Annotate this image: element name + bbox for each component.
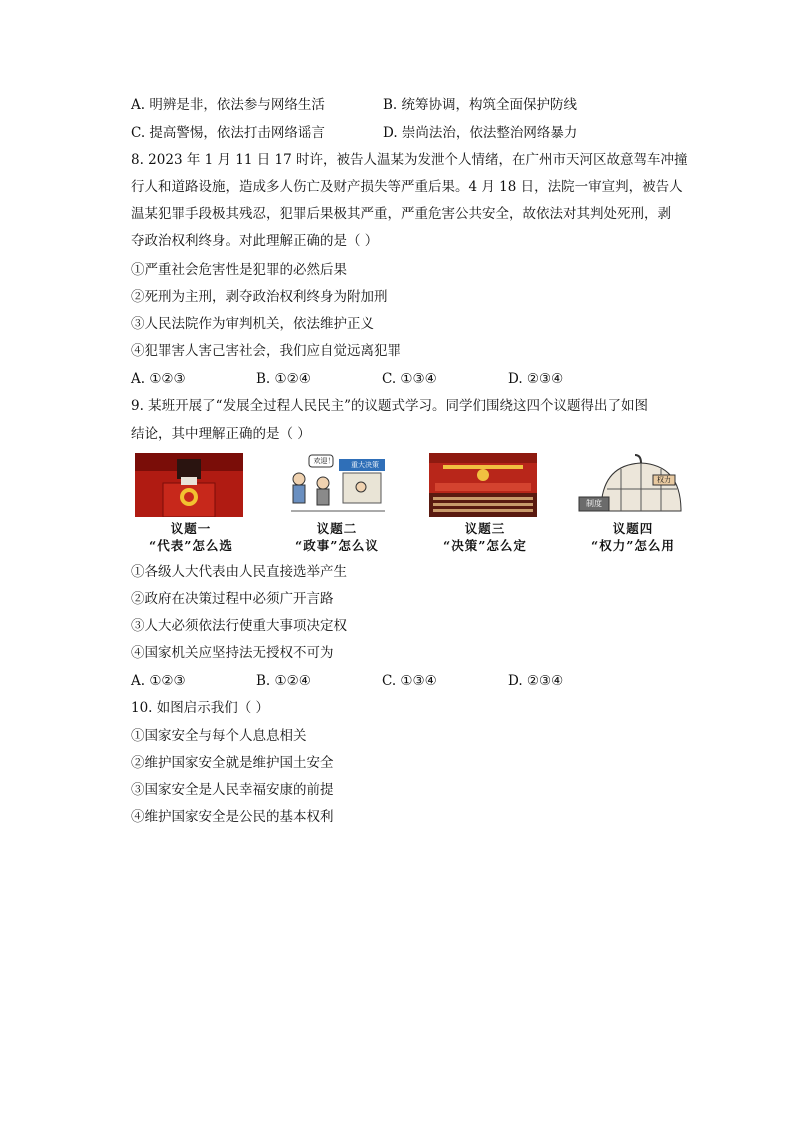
q9-stem-line-1: 9. 某班开展了“发展全过程人民民主”的议题式学习。同学们围绕这四个议题得出了如图	[131, 398, 648, 414]
q9-figure-2	[281, 453, 393, 553]
q7-option-a: A. 明辨是非，依法参与网络生活	[131, 97, 325, 113]
q8-stem-line-4: 夺政治权利终身。对此理解正确的是（ ）	[131, 233, 379, 249]
q9-figure-1-title: 议题一	[170, 521, 212, 536]
q8-statement-3: ③人民法院作为审判机关，依法维护正义	[131, 316, 374, 332]
q8-stem-line-2: 行人和道路设施，造成多人伤亡及财产损失等严重后果。4 月 18 日，法院一审宣判，被告人	[131, 179, 683, 195]
ballot-box-photo	[135, 453, 243, 517]
q9-statement-1: ①各级人大代表由人民直接选举产生	[131, 564, 347, 580]
q8-stem-line-1: 8. 2023 年 1 月 11 日 17 时许，被告人温某为发泄个人情绪，在广州市天河区故意驾车冲撞	[131, 152, 688, 168]
q9-figure-4-subtitle: “权力”怎么用	[591, 538, 675, 553]
q7-option-b: B. 统筹协调，构筑全面保护防线	[383, 97, 578, 113]
q10-statement-1: ①国家安全与每个人息息相关	[131, 728, 307, 744]
q7-option-d: D. 崇尚法治，依法整治网络暴力	[383, 125, 578, 141]
q9-figure-1-subtitle: “代表”怎么选	[149, 538, 233, 553]
q9-statement-4: ④国家机关应坚持法无授权不可为	[131, 645, 334, 661]
q9-figure-3-title: 议题三	[464, 521, 506, 536]
q9-figure-1	[135, 453, 247, 553]
q9-figure-3-subtitle: “决策”怎么定	[443, 538, 527, 553]
q9-option-c: C. ①③④	[382, 673, 437, 689]
q10-statement-4: ④维护国家安全是公民的基本权利	[131, 809, 334, 825]
q9-figure-2-sign: 重大决策	[351, 461, 379, 469]
q8-option-a: A. ①②③	[131, 371, 186, 387]
q9-figure-4-tag-power: 权力	[657, 476, 671, 484]
q10-statement-3: ③国家安全是人民幸福安康的前提	[131, 782, 334, 798]
q9-figure-2-title: 议题二	[316, 521, 358, 536]
q9-figure-2-subtitle: “政事”怎么议	[295, 538, 379, 553]
q9-statement-2: ②政府在决策过程中必须广开言路	[131, 591, 334, 607]
q9-figure-4-title: 议题四	[612, 521, 654, 536]
congress-hall-photo	[429, 453, 537, 517]
q9-option-d: D. ②③④	[508, 673, 564, 689]
q8-option-c: C. ①③④	[382, 371, 437, 387]
q8-option-b: B. ①②④	[256, 371, 311, 387]
q10-stem: 10. 如图启示我们（ ）	[131, 700, 270, 716]
q9-option-a: A. ①②③	[131, 673, 186, 689]
q9-figure-row	[131, 453, 675, 553]
q8-option-d: D. ②③④	[508, 371, 564, 387]
q7-option-c: C. 提高警惕，依法打击网络谣言	[131, 125, 325, 141]
q10-statement-2: ②维护国家安全就是维护国土安全	[131, 755, 334, 771]
q9-figure-4-tag-institution: 制度	[586, 499, 602, 508]
q8-stem-line-3: 温某犯罪手段极其残忍，犯罪后果极其严重，严重危害公共安全，故依法对其判处死刑，剥	[131, 206, 671, 222]
q9-option-b: B. ①②④	[256, 673, 311, 689]
q9-statement-3: ③人大必须依法行使重大事项决定权	[131, 618, 347, 634]
q8-statement-4: ④犯罪害人害己害社会，我们应自觉远离犯罪	[131, 343, 401, 359]
q9-figure-4	[577, 453, 689, 553]
q9-figure-2-bubble: 欢迎！	[313, 457, 335, 465]
q9-stem-line-2: 结论，其中理解正确的是（ ）	[131, 426, 311, 442]
q9-figure-3	[429, 453, 541, 553]
q8-statement-2: ②死刑为主刑，剥夺政治权利终身为附加刑	[131, 289, 388, 305]
q8-statement-1: ①严重社会危害性是犯罪的必然后果	[131, 262, 347, 278]
